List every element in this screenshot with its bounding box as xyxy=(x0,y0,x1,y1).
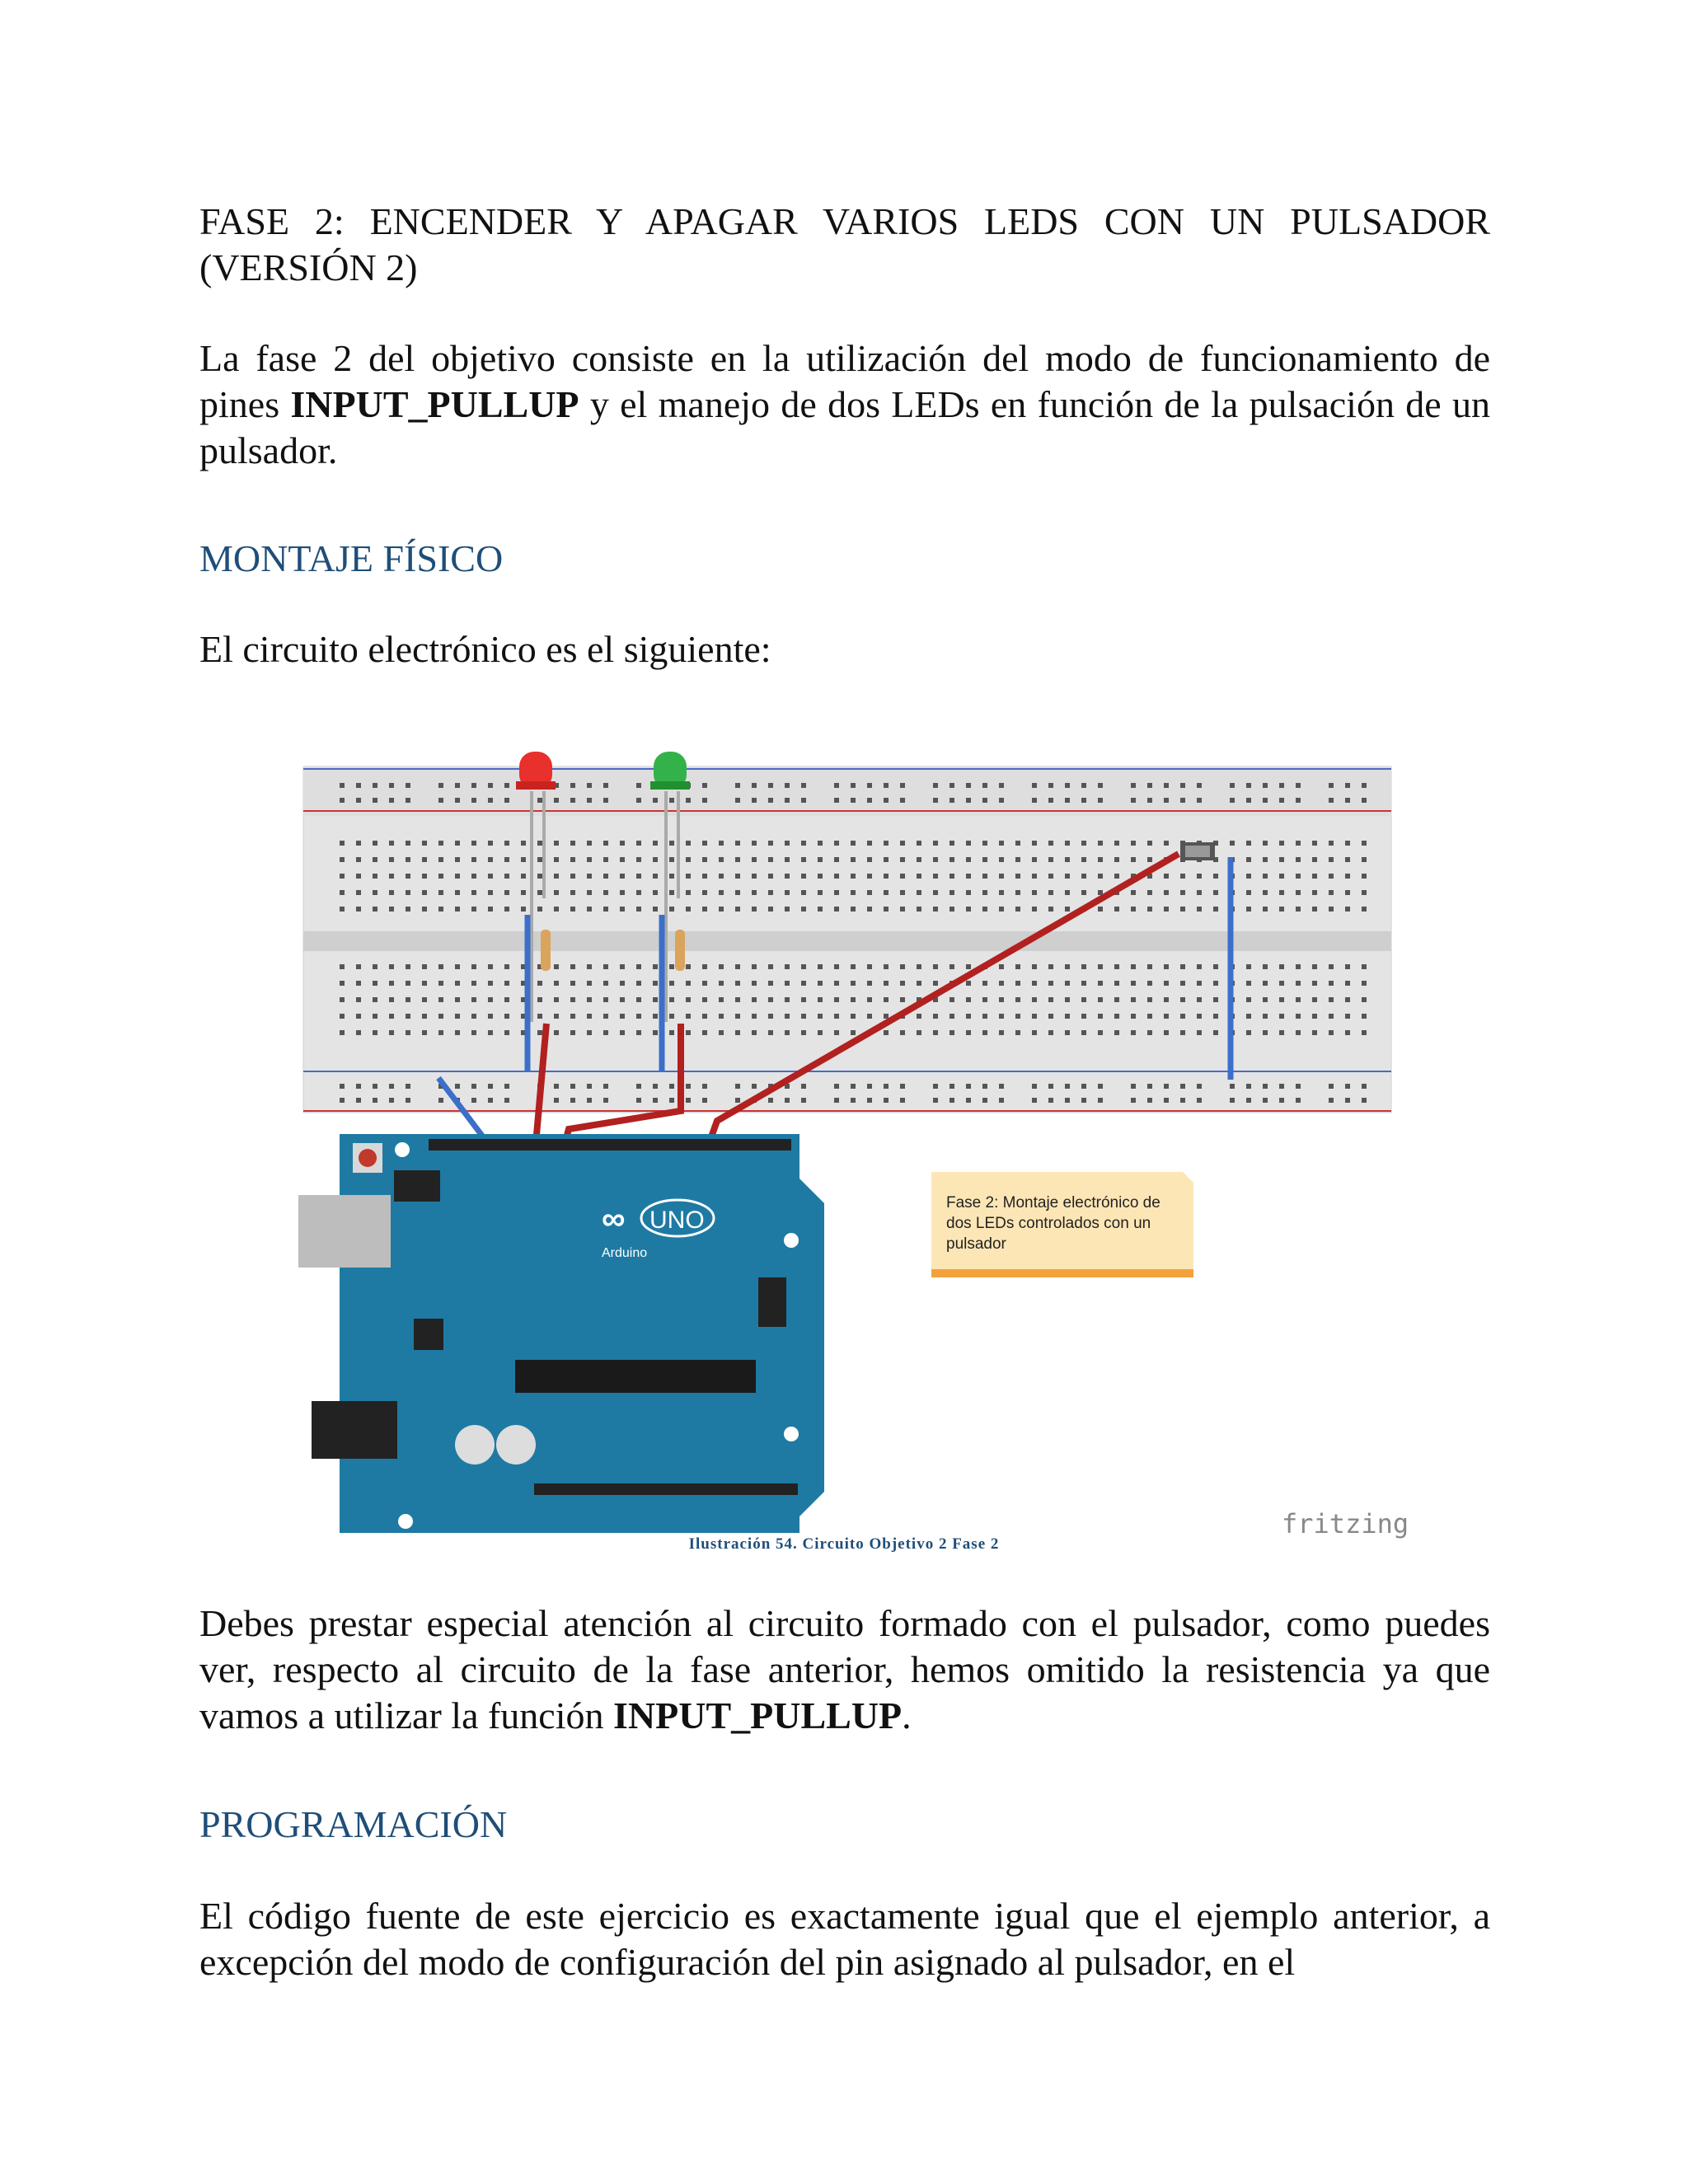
arduino-board xyxy=(298,1134,824,1533)
note-line-2: dos LEDs controlados con un xyxy=(946,1215,1151,1232)
board-name: Arduino xyxy=(602,1246,648,1260)
paragraph-codigo: El código fuente de este ejercicio es exactamente igual que el ejemplo anterior, a excepción del modo de configuración del pin asignado al pulsador, en el xyxy=(199,1895,1490,1983)
note-line-3: pulsador xyxy=(946,1235,1006,1253)
intro-text-2: y el manejo de dos LEDs en función de la pulsación de un pulsador. xyxy=(199,383,1490,471)
paragraph-pulsador xyxy=(199,1601,1490,1739)
note-line-1: Fase 2: Montaje electrónico de xyxy=(946,1194,1160,1212)
intro-bold-term: INPUT_PULLUP xyxy=(290,383,579,425)
resistor-green xyxy=(675,930,685,971)
page-title: FASE 2: ENCENDER Y APAGAR VARIOS LEDS CON UN PULSADOR (VERSIÓN 2) xyxy=(199,200,1490,288)
board-brand: UNO xyxy=(649,1207,705,1234)
fritzing-watermark: fritzing xyxy=(1282,1508,1409,1540)
svg-text:∞: ∞ xyxy=(602,1201,626,1237)
section-heading-programacion: PROGRAMACIÓN xyxy=(199,1803,508,1845)
intro-paragraph xyxy=(199,335,1490,474)
circuit-illustration xyxy=(280,709,1434,1554)
section-heading-montaje: MONTAJE FÍSICO xyxy=(199,537,504,579)
annotation-note xyxy=(931,1172,1193,1277)
circuit-intro-text: El circuito electrónico es el siguiente: xyxy=(199,628,771,670)
intro-text-1: La fase 2 del objetivo consiste en la utilización del modo de funcionamiento de pines xyxy=(199,337,1490,425)
paragraph2-text-1: Debes prestar especial atención al circuito formado con el pulsador, como puedes ver, respecto al circuito de la fase anterior, hemos omitido la resistencia ya que vamos a utilizar la función xyxy=(199,1602,1490,1736)
resistor-red xyxy=(541,930,551,971)
figure-caption: Ilustración 54. Circuito Objetivo 2 Fase 2 xyxy=(688,1535,1000,1553)
paragraph2-bold-term: INPUT_PULLUP xyxy=(613,1694,903,1736)
paragraph2-text-2: . xyxy=(902,1694,912,1736)
